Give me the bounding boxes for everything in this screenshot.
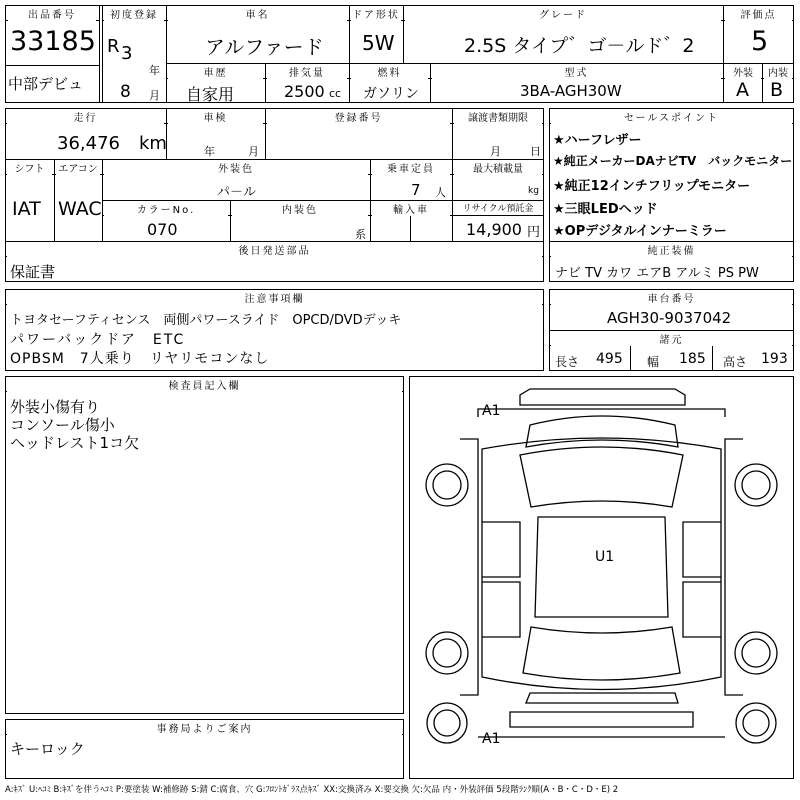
interior-grade-label: 内装 (764, 64, 792, 79)
note-line: トヨタセーフティセンス 両側パワースライド OPCD/DVDデッキ (10, 313, 402, 328)
registration-year: 3 (121, 43, 133, 64)
history: 自家用 (186, 85, 235, 104)
recycle-label: リサイクル預託金 (454, 201, 542, 214)
recycle-unit: 円 (527, 225, 541, 240)
length: 495 (596, 351, 623, 367)
shift-label: シフト (7, 160, 52, 175)
year-unit: 年 (149, 64, 160, 77)
transfer-day-unit: 日 (530, 145, 541, 158)
ac-label: エアコン (56, 160, 100, 175)
color-number-label: カラーNo. (104, 201, 228, 216)
mileage: 36,476 (57, 133, 120, 154)
inspection-label: 車検 (168, 109, 263, 124)
first-registration-label: 初度登録 (104, 6, 164, 21)
inspector-line: ヘッドレスト1コ欠 (10, 434, 140, 452)
width: 185 (679, 351, 706, 367)
equipment: ナビ TV カワ エアB アルミ PS PW (555, 266, 759, 281)
note-line: OPBSM 7人乗り リヤリモコンなし (10, 351, 270, 367)
later-parts-label: 後日発送部品 (7, 242, 542, 257)
later-parts: 保証書 (10, 263, 56, 281)
mileage-unit: km (139, 133, 167, 154)
interior-color-unit: 系 (355, 228, 366, 241)
color-number: 070 (147, 220, 178, 239)
interior-grade: B (770, 79, 784, 101)
recycle-fee: 14,900 (466, 220, 522, 239)
legend: A:ｷｽﾞ U:ﾍｺﾐ B:ｷｽﾞを伴うﾍｺﾐ P:要塗装 W:補修跡 S:錆 C:腐食、穴 G:ﾌﾛﾝﾄｶﾞﾗｽ点ｷｽﾞ XX:交換済み X:要交換 欠:欠品 内・外装評価 5段階ﾗﾝｸ順(A・B・C・D・E) 2 (5, 785, 619, 795)
capacity: 7 (411, 181, 421, 199)
model-code: 3BA-AGH30W (520, 82, 622, 100)
office-label: 事務局よりご案内 (7, 720, 402, 735)
fuel: ガソリン (363, 86, 419, 102)
interior-color-label: 内装色 (232, 201, 368, 216)
sales-point: ★OPデジタルインナーミラー (553, 224, 727, 239)
capacity-label: 乗車定員 (372, 160, 450, 175)
era: R (107, 36, 120, 57)
history-label: 車歴 (168, 64, 263, 79)
office-note: キーロック (10, 740, 85, 758)
dimensions-label: 諸元 (551, 331, 792, 346)
lot-number-label: 出品番号 (8, 6, 96, 21)
import-label: 輸入車 (372, 201, 450, 216)
lot-number: 33185 (10, 26, 96, 57)
registration-number-label: 登録番号 (267, 109, 450, 124)
rear-damage-mark: A1 (482, 731, 501, 747)
score: 5 (751, 26, 769, 57)
max-load-label: 最大積載量 (454, 160, 542, 175)
transfer-deadline-label: 譲渡書類期限 (454, 109, 542, 124)
sales-point: ★三眼LEDヘッド (553, 202, 658, 217)
exterior-grade-label: 外装 (725, 64, 761, 79)
door-label: ドア形状 (351, 6, 401, 21)
mileage-label: 走行 (7, 109, 164, 124)
sales-point: ★ハーフレザー (553, 133, 642, 148)
registration-month: 8 (120, 82, 131, 102)
color: パ－ル (217, 185, 257, 200)
chassis-number: AGH30-9037042 (607, 309, 732, 327)
height: 193 (761, 351, 788, 367)
model-label: 型式 (432, 64, 721, 79)
damage-diagram (409, 376, 794, 779)
roof-damage-mark: U1 (595, 549, 615, 565)
sales-point: ★純正メーカーDAナビTV バックモニター (553, 154, 793, 168)
car-name: アルファード (205, 35, 324, 59)
max-load-unit: kg (528, 186, 539, 196)
sales-point: ★純正12インチフリップモニター (553, 179, 751, 194)
grade-label: グレード (405, 6, 721, 21)
notes-label: 注意事項欄 (7, 290, 542, 305)
sales-points-label: セールスポイント (551, 109, 792, 124)
exterior-grade: A (736, 79, 749, 101)
front-damage-mark: A1 (482, 403, 501, 419)
note-line: パワーバックドア ETC (10, 332, 186, 348)
length-label: 長さ (555, 355, 580, 369)
displacement-label: 排気量 (267, 64, 347, 79)
transfer-month-unit: 月 (490, 145, 501, 158)
ac: WAC (58, 198, 102, 220)
color-label: 外装色 (104, 160, 368, 175)
inspection-year-unit: 年 (204, 145, 215, 158)
month-unit: 月 (149, 89, 160, 102)
inspection-month-unit: 月 (248, 145, 259, 158)
equipment-label: 純正装備 (551, 242, 792, 257)
car-name-label: 車名 (168, 6, 347, 21)
fuel-label: 燃料 (351, 64, 428, 79)
shift: IAT (12, 198, 41, 220)
inspector-line: 外装小傷有り (10, 398, 101, 416)
height-label: 高さ (723, 355, 748, 369)
score-label: 評価点 (725, 6, 792, 21)
chassis-number-label: 車台番号 (551, 290, 792, 305)
displacement: 2500 (284, 82, 325, 101)
door-type: 5W (362, 31, 395, 55)
inspector-line: コンソール傷小 (10, 416, 115, 434)
displacement-unit: cc (329, 87, 342, 100)
grade: 2.5S タイプ゛ゴ－ルド゛2 (464, 35, 695, 57)
capacity-unit: 人 (435, 186, 446, 199)
inspector-label: 検査員記入欄 (7, 377, 402, 392)
car-diagram-svg (410, 377, 793, 778)
venue: 中部デビュ (8, 75, 84, 93)
width-label: 幅 (647, 355, 660, 369)
